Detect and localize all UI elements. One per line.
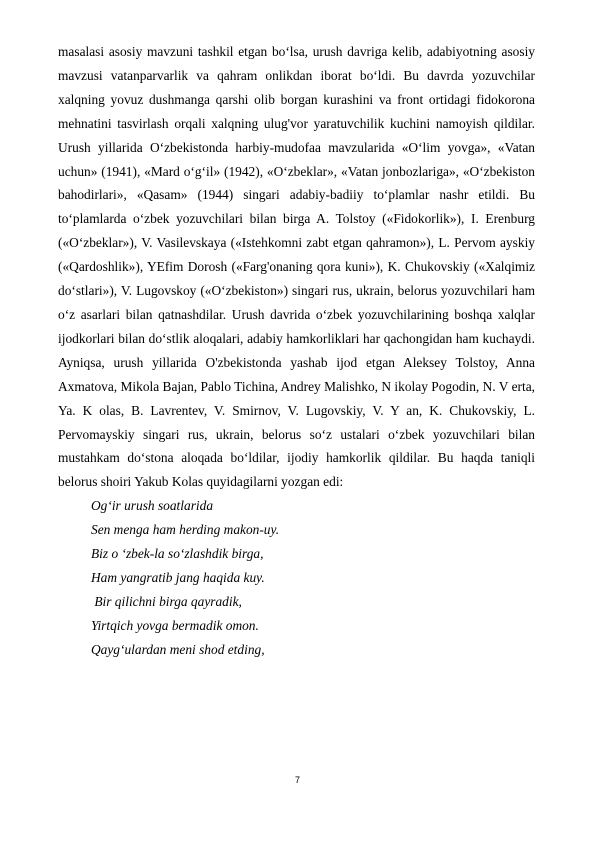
poem-line: Og‘ir urush soatlarida [91,498,214,514]
poem-line: Bir qilichni birga qayradik, [91,593,242,609]
poem-block [58,494,535,661]
poem-line: Ham yangratib jang haqida kuy. [91,569,265,585]
poem-line: Yirtqich yovga bermadik omon. [91,617,259,633]
poem-line: Biz o ‘zbek-la so‘zlashdik birga, [91,546,264,562]
document-page [58,40,535,662]
page-number: 7 [294,775,300,785]
poem-line: Sen menga ham herding makon-uy. [91,522,280,538]
poem-line: Qayg‘ulardan meni shod etding, [91,641,265,657]
body-paragraph: masalasi asosiy mavzuni tashkil etgan bo‘lsa, urush davriga kelib, adabiyotning asosiy mavzusi vatanparvarlik va qahram onlikdan iborat bo‘ldi. Bu davrda yozuvchilar xalqning yovuz dushmanga qarshi olib borgan kurashini va front ortidagi fidokorona mehnatini tasvirlash orqali xalqning ulug'vor yaratuvchilik kuchini namoyish qildilar. Urush yillarida O‘zbekistonda harbiy-mudofaa mavzularida «O‘lim yovga», «Vatan uchun» (1941), «Mard o‘g‘il» (1942), «O‘zbeklar», «Vatan jonbozlariga», «O‘zbekiston bahodirlari», «Qasam» (1944) singari adabiy-badiiy to‘plamlar nashr etildi. Bu to‘plamlarda o‘zbek yozuvchilari bilan birga A. Tolstoy («Fidokorlik»), I. Erenburg («O‘zbeklar»), V. Vasilevskaya («Istehkomni zabt etgan qahramon»), L. Pervom ayskiy («Qardoshlik»), YEfim Dorosh («Farg'onaning qora kuni»), K. Chukovskiy («Xalqimiz do‘stlari»), V. Lugovskoy («O‘zbekiston») singari rus, ukrain, belorus yozuvchilari ham o‘z asarlari bilan qatnashdilar. Urush davrida o‘zbek yozuvchilarining boshqa xalqlar ijodkorlari bilan do‘stlik aloqalari, adabiy hamkorliklari har qachongidan ham kuchaydi. Ayniqsa, urush yillarida O'zbekistonda yashab ijod etgan Aleksey Tolstoy, Anna Axmatova, Mikola Bajan, Pablo Tichina, Andrey Malishko, N ikolay Pogodin, N. V erta, Ya. K olas, B. Lavrentev, V. Smirnov, V. Lugovskiy, V. Y an, K. Chukovskiy, L. Pervomayskiy singari rus, ukrain, belorus so‘z ustalari o‘zbek yozuvchilari bilan mustahkam do‘stona aloqada bo‘ldilar, ijodiy hamkorlik qildilar. Bu haqda taniqli belorus shoiri Yakub Kolas quyidagilarni yozgan edi: [58,44,535,490]
